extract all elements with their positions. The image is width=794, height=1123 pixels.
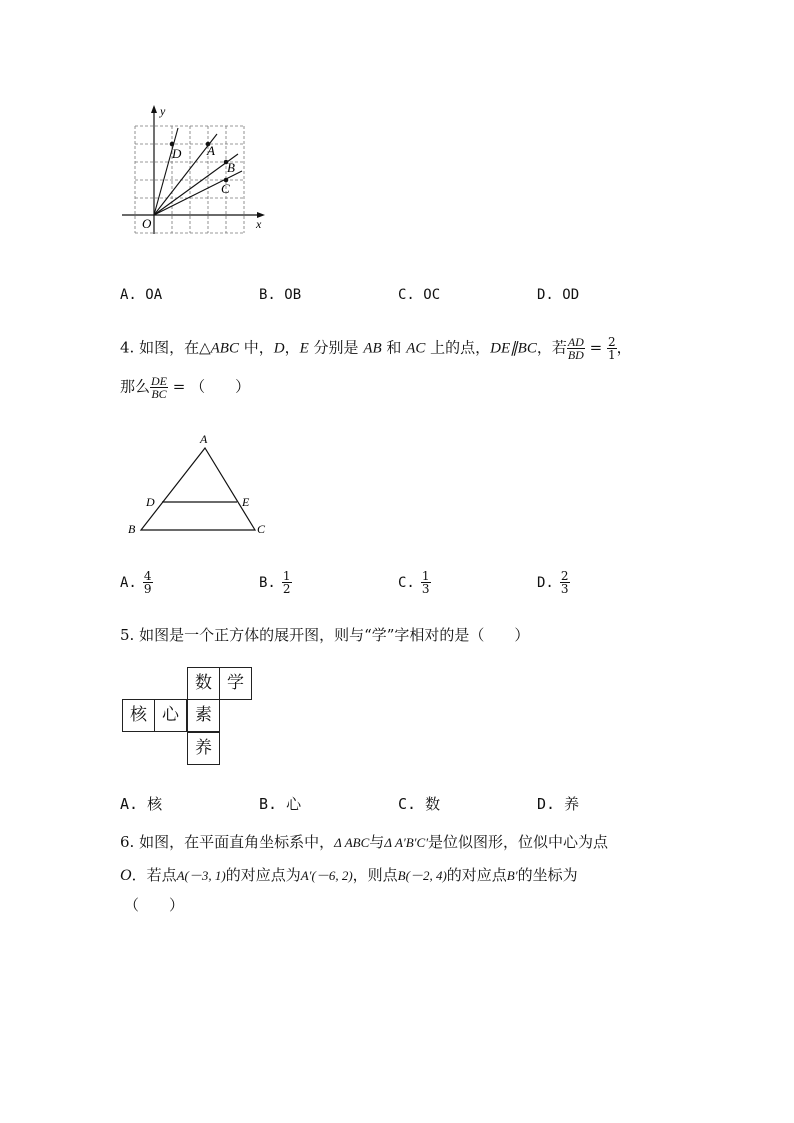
q3-option-b[interactable]: B. OB — [259, 287, 302, 303]
cube-cell-he: 核 — [122, 699, 155, 732]
triangle-point-e: E — [242, 495, 250, 509]
cube-cell-shu: 数 — [187, 667, 220, 700]
q6-answer-paren: （ ） — [124, 896, 185, 914]
y-axis-label: y — [160, 104, 166, 118]
q4-option-d[interactable]: D. $\frac{2}{3}$ — [537, 569, 569, 596]
q6-stem-line2: O．若点A(－3, 1)的对应点为A′(－6, 2)，则点B(－2, 4)的对应点B′的坐标为 — [120, 866, 578, 884]
q5-cube-net — [120, 667, 260, 769]
point-a-label: A — [207, 143, 215, 158]
q4-triangle-figure — [120, 428, 280, 544]
cube-cell-xue: 学 — [219, 667, 252, 700]
point-b-label: B — [227, 160, 235, 175]
q4-option-a[interactable]: A. $\frac{4}{9}$ — [120, 569, 152, 596]
ad-over-bd-fraction: $\frac{AD}{BD}$ — [567, 335, 584, 362]
de-over-bc-fraction: $\frac{DE}{BC}$ — [151, 374, 168, 401]
q3-option-a[interactable]: A. OA — [120, 287, 163, 303]
point-c-label: C — [221, 181, 230, 196]
q5-option-b[interactable]: B. 心 — [259, 795, 302, 813]
q3-option-d[interactable]: D. OD — [537, 287, 580, 303]
q5-option-d[interactable]: D. 养 — [537, 795, 580, 813]
q6-stem-line1: 6. 如图，在平面直角坐标系中，Δ ABC与Δ A′B′C′是位似图形，位似中心为点 — [120, 833, 609, 851]
cube-cell-yang: 养 — [187, 732, 220, 765]
q3-coordinate-graph — [112, 100, 272, 240]
q4-option-b[interactable]: B. $\frac{1}{2}$ — [259, 569, 291, 596]
triangle-vertex-a: A — [200, 432, 208, 446]
q5-option-c[interactable]: C. 数 — [398, 795, 441, 813]
x-axis-label: x — [256, 217, 262, 231]
two-over-one-fraction: $\frac{2}{1}$ — [607, 335, 616, 362]
q5-option-a[interactable]: A. 核 — [120, 795, 163, 813]
origin-label: O — [142, 216, 152, 231]
triangle-vertex-b: B — [128, 522, 136, 536]
q4-stem-line1: 4. 如图，在△ABC 中，D，E 分别是 AB 和 AC 上的点，DE∥BC，若 $\frac{AD}{BD}$ = $\frac{2}{1}$ ， — [120, 335, 632, 362]
point-d-label: D — [172, 146, 182, 161]
q4-stem-line2: 那么 $\frac{DE}{BC}$ = （ ） — [120, 374, 251, 401]
cube-cell-su: 素 — [187, 699, 220, 732]
q4-option-c[interactable]: C. $\frac{1}{3}$ — [398, 569, 430, 596]
q5-stem: 5. 如图是一个正方体的展开图，则与“学”字相对的是（ ） — [120, 626, 530, 644]
triangle-vertex-c: C — [257, 522, 266, 536]
cube-cell-xin: 心 — [154, 699, 187, 732]
triangle-point-d: D — [146, 495, 155, 509]
q3-option-c[interactable]: C. OC — [398, 287, 441, 303]
